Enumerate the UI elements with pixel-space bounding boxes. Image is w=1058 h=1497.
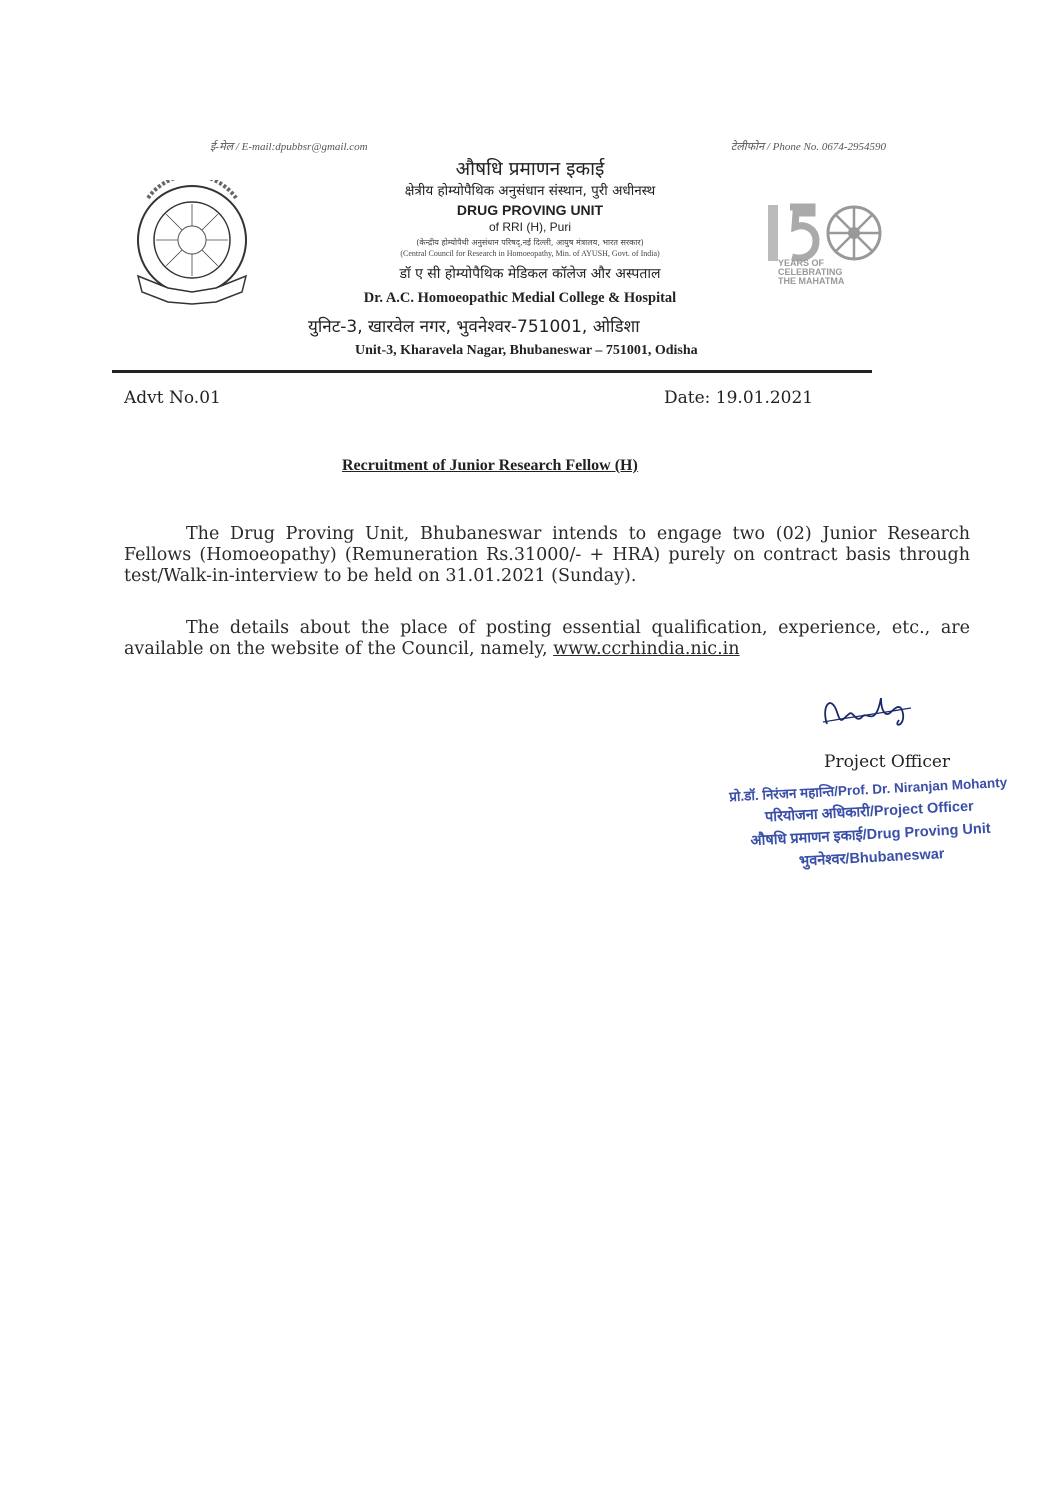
logo-line2: CELEBRATING [778,267,843,277]
parent-institute-english: of RRI (H), Puri [488,220,571,234]
official-stamp [718,770,1022,878]
stamp-line-4: भुवनेश्वर/Bhubaneswar [798,846,945,870]
signature-title: Project Officer [824,752,951,772]
website-link[interactable]: www.ccrhindia.nic.in [553,639,740,659]
college-hindi: डॉ ए सी होम्योपैथिक मेडिकल कॉलेज और अस्पताल [399,266,661,282]
parent-institute-hindi: क्षेत्रीय होम्योपैथिक अनुसंधान संस्थान, पुरी अधीनस्थ [404,183,656,199]
address-hindi: युनिट-3, खारवेल नगर, भुवनेश्वर-751001, ओडिशा [308,317,640,337]
paragraph-2 [124,618,970,660]
stamp-line-1: प्रो.डॉ. निरंजन महान्ति/Prof. Dr. Niranjan Mohanty [728,774,1008,805]
advt-number: Advt No.01 [124,388,221,408]
mahatma-150-logo [750,195,890,286]
advt-date: Date: 19.01.2021 [664,388,814,408]
signature [815,688,925,742]
stamp-line-2: परियोजना अधिकारी/Project Officer [764,798,975,826]
college-english: Dr. A.C. Homoeopathic Medial College & Hospital [363,290,677,306]
header-divider [112,370,872,373]
council-hindi: (केन्द्रीय होम्योपैथी अनुसंधान परिषद्,नई दिल्ली, आयुष मंत्रालय, भारत सरकार) [416,238,644,247]
phone-line: टेलीफोन / Phone No. 0674-2954590 [730,141,886,153]
page-title: Recruitment of Junior Research Fellow (H) [342,457,638,474]
logo-line1: YEARS OF [778,258,825,268]
email-line: ई-मेल / E-mail:dpubbsr@gmail.com [210,141,368,153]
paragraph-1: The Drug Proving Unit, Bhubaneswar intends to engage two (02) Junior Research Fellows (Homoeopathy) (Remuneration Rs.31000/- + HRA) purely on contract basis through test/Walk-in-interview to be held on 31.01.2021 (Sunday). [124,524,970,586]
address-english: Unit-3, Kharavela Nagar, Bhubaneswar – 751001, Odisha [355,343,698,358]
ccrh-seal-logo [128,180,256,312]
stamp-line-3: औषधि प्रमाणन इकाई/Drug Proving Unit [750,820,992,850]
logo-line3: THE MAHATMA [778,276,845,286]
unit-name-english: DRUG PROVING UNIT [456,202,604,218]
unit-name-hindi: औषधि प्रमाणन इकाई [455,158,605,180]
mahatma-150-emblem [750,195,890,267]
council-english: (Central Council for Research in Homoeopathy, Min. of AYUSH, Govt. of India) [400,249,660,258]
paragraph-2-text: The details about the place of posting essential qualification, experience, etc., are available on the website of the Council, namely, [124,618,970,659]
